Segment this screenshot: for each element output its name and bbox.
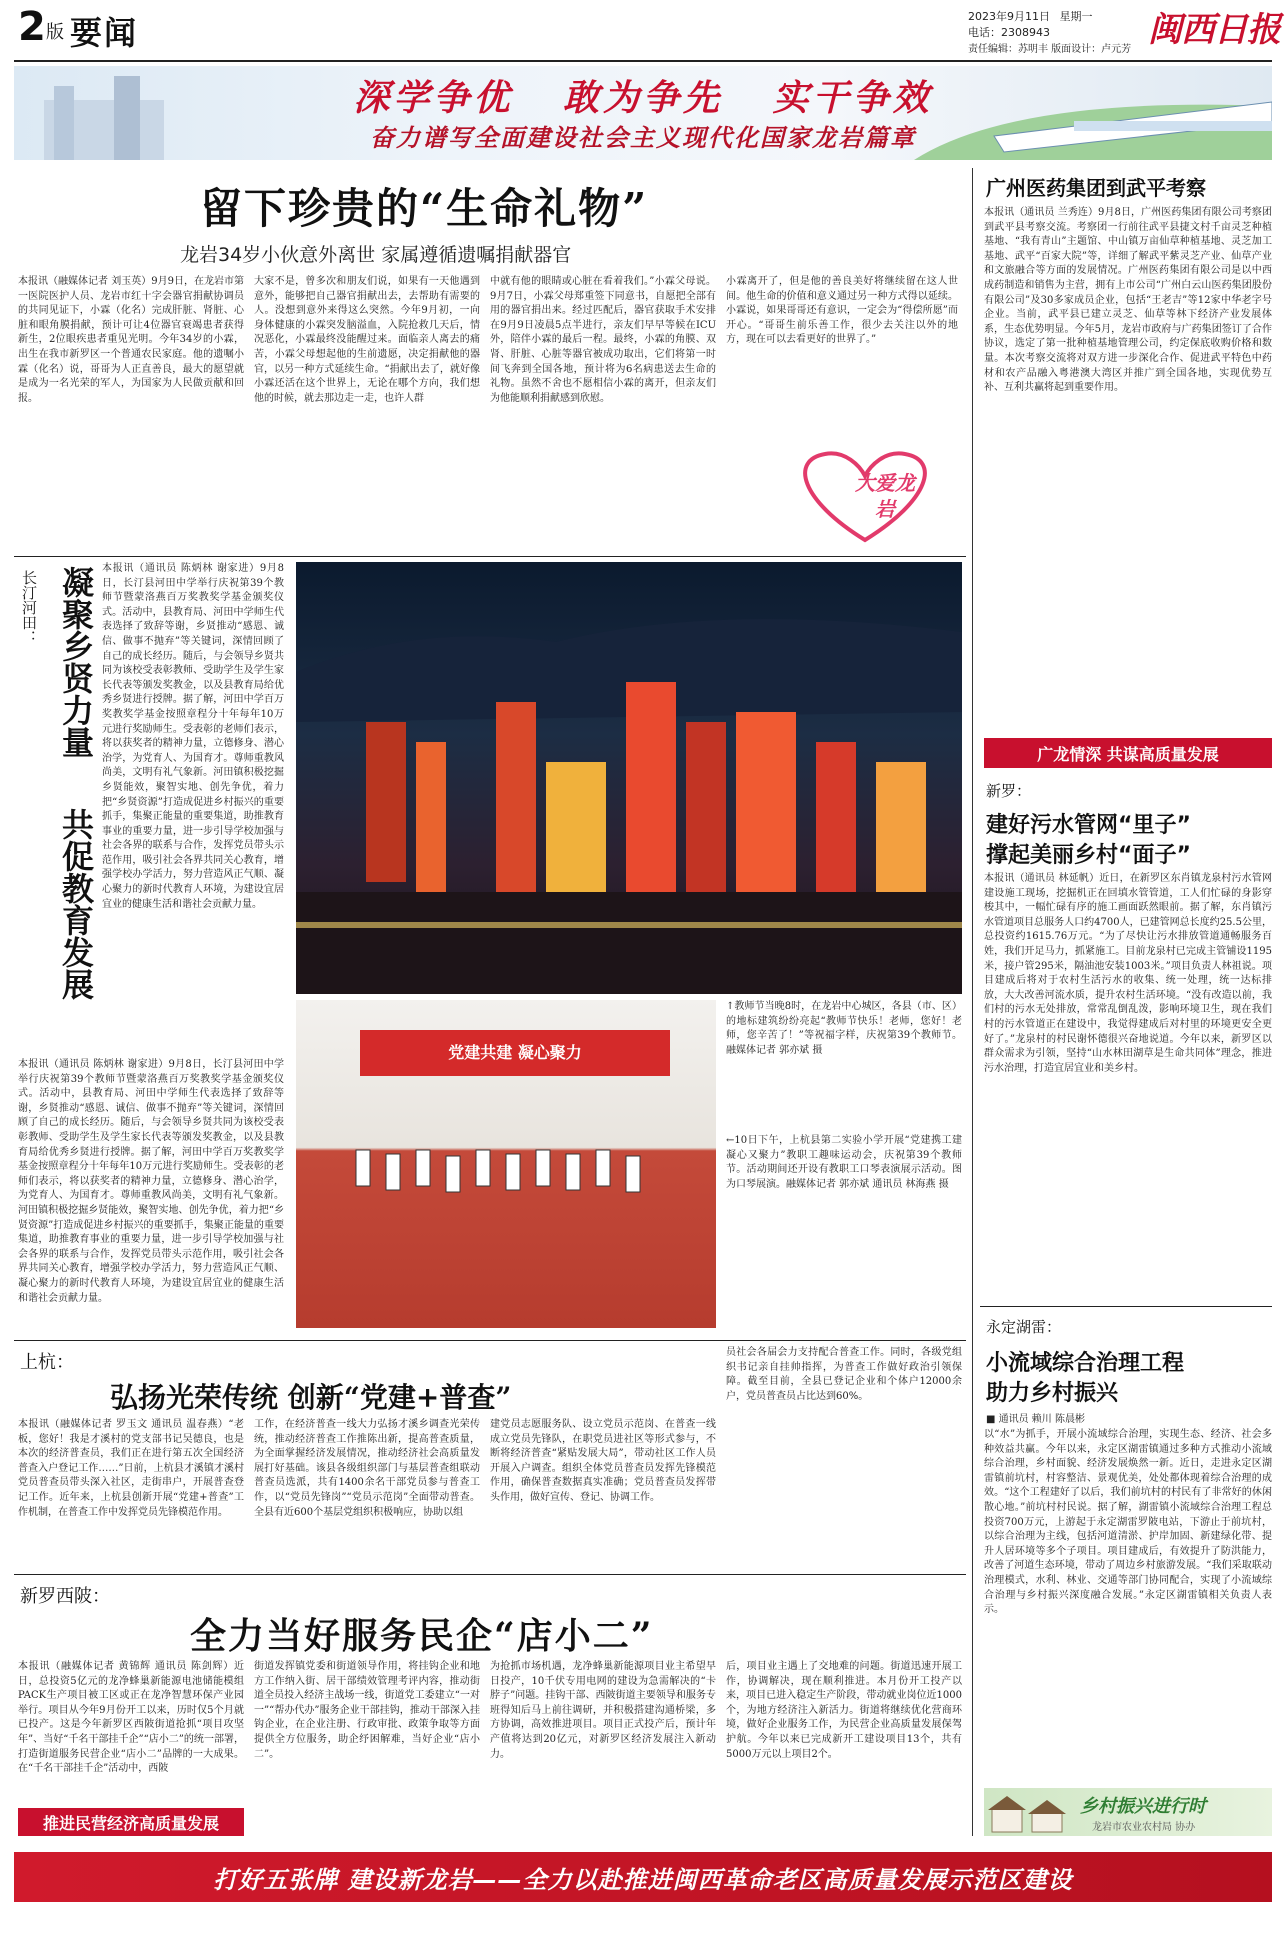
art2-place: 长汀河田： (20, 570, 38, 645)
header-phone: 电话：2308943 (968, 26, 1050, 39)
photo2-people-art (296, 1000, 716, 1328)
art4-place: 新罗西陂： (20, 1586, 110, 1607)
art7-title-b: 助力乡村振兴 (986, 1381, 1119, 1406)
art4-title: 全力当好服务民企“店小二” (190, 1615, 654, 1657)
art3-col3: 建党员志愿服务队、设立党员示范岗、在普查一线成立党员先锋队，在职党员进社区等形式参与，不断将经济普查“紧贴发展大局”，带动社区工作人员开展入户调查。组织全体党员普查员发挥先锋模范作用，确保普查数据真实准确；党员普查员发挥带头作用，做好宣传、登记、协调工作。 (490, 1419, 716, 1503)
art3-col4: 员社会各届会力支持配合普查工作。同时，各级党组织书记亲自挂帅指挥，为普查工作做好政治引领保障。截至目前，全县已登记企业和个体户12000余户，党员普查员占比达到60%。 (726, 1347, 962, 1402)
section-name: 要闻 (70, 14, 139, 52)
art7-body: 以“水”为抓手，开展小流域综合治理，实现生态、经济、社会多种效益共赢。今年以来，永定区湖雷镇通过多种方式推动小流域综合治理，乡村面貌、经济发展焕然一新。近日，走进永定区湖雷镇前坑村，村容整洁、景观优美，处处都体现着综合治理的成效。“这个工程建好了以后，我们前坑村的村民有了非常好的休闲散心地。”前坑村村民说。据了解，湖雷镇小流域综合治理工程总投资700万元，上游起于永定湖雷罗陂电站，下游止于前坑村，以综合治理为主线，包括河道清淤、护岸加固、新建绿化带、提升人居环境等多个子项目。项目建成后，有效提升了防洪能力，改善了河道生态环境，带动了周边乡村旅游发展。“我们采取联动治理模式，水利、林业、交通等部门协同配合，实现了小流域综合治理与乡村振兴深度融合发展。”永定区湖雷镇相关负责人表示。 (984, 1429, 1272, 1616)
art2-title-b: 共促教育发展 (57, 808, 95, 1000)
art3-title: 弘扬光荣传统 创新“党建+普查” (110, 1381, 512, 1414)
art1-col2: 大家不是，曾多次和朋友们说，如果有一天他遇到意外，能够把自己器官捐献出去，去帮助有需要的人。没想到意外来得这么突然。今年9月初，一向身体健康的小霖突发脑溢血，入院抢救几天后，情况恶化，小霖最终没能醒过来。面临亲人离去的痛苦，小霖父母想起他的生前遗愿，决定捐献他的器官，以另一种方式延续生命。“捐献出去了，就好像小霖还活在这个世界上，无论在哪个方向，我们想他的时候，就去那边走一走，也许人群 (254, 276, 480, 404)
tag-guanglong: 广龙情深 共谋高质量发展 (984, 738, 1272, 768)
village-icon (984, 1788, 1074, 1836)
top-banner (14, 66, 1272, 160)
art2-bottom-rule (14, 1340, 966, 1341)
city-skyline-art (296, 562, 962, 994)
promo-sub: 龙岩市农业农村局 协办 (1092, 1822, 1196, 1833)
heart-logo (780, 440, 950, 550)
art1-bottom-rule (14, 556, 966, 557)
night-city-photo (296, 562, 962, 994)
art4-col1: 本报讯（融媒体记者 黄锦辉 通讯员 陈剑辉）近日，总投资5亿元的龙净蜂巢新能源电池储能模组PACK生产项目被工区或正在龙净智慧环保产业园举行。项目从今年9月份开工以来，历时仅5个月就已投产。这是今年新罗区西陂街道抢抓“项目攻坚年”、当好“千名干部挂千企”“店小二”的统一部署，打造街道服务民营企业“店小二”品牌的一大成果。在“千名干部挂千企”活动中，西陂 (18, 1661, 244, 1775)
photo2-banner: 党建共建 凝心聚力 (360, 1030, 670, 1076)
art6-title-b: 撑起美丽乡村“面子” (986, 843, 1191, 868)
teachers-photo (296, 1000, 716, 1328)
header-rule (14, 60, 1272, 62)
art4-col4: 后，项目业主遇上了交地难的问题。街道迅速开展工作，协调解决，现在顺利推进。本月份开工投产以来，项目已进入稳定生产阶段，带动就业岗位近1000个，为地方经济注入新活力。街道将继续优化营商环境，做好企业服务工作，为民营企业高质量发展保驾护航。今年以来已完成新开工建设项目13个，共有5000万元以上项目2个。 (726, 1661, 962, 1760)
page-word: 版 (46, 22, 64, 43)
art1-col1: 本报讯（融媒体记者 刘玉英）9月9日，在龙岩市第一医院医护人员、龙岩市红十字会器官捐献协调员的共同见证下，小霖（化名）完成肝脏、肾脏、心脏和眼角膜捐献，预计可让4位器官衰竭患者获得新生，2位眼疾患者重见光明。今年34岁的小霖，出生在我市新罗区一个普通农民家庭。他的遗嘱小霖（化名）说，哥哥为人正直善良，最大的愿望就是成为一名光荣的军人，为国家为人民做贡献和回报。 (18, 276, 244, 404)
art6-body: 本报讯（通讯员 林延帆）近日，在新罗区东肖镇龙泉村污水管网建设施工现场，挖掘机正在回填水管管道，工人们忙碌的身影穿梭其中，一幅忙碌有序的施工画面跃然眼前。据了解，东肖镇污水管道项目总服务人口约4700人，已建管网总长度约25.5公里，总投资约1615.76万元。“为了尽快让污水排放管道通畅服务百姓，我们开足马力，抓紧施工。目前龙泉村已完成主管铺设1195米，接户管295米，隔油池安装1003米。”项目负责人林祖说。项目建成后将对于农村生活污水的收集、统一处理，统一达标排放，大大改善河流水质，提升农村生活环境。“没有改造以前，我们村的污水无处排放，常常乱倒乱泼，影响环境卫生，现在我们村的污水管道正在建设中，我觉得建成后对村里的环境更安全更好了。”龙泉村的村民谢怀德很兴奋地说道。今年以来，新罗区以群众需求为引领，坚持“山水林田湖草是生命共同体”理念，推进污水治理，打造宜居宜业和美乡村。 (984, 873, 1272, 1074)
art6-bottom-rule (980, 1306, 1272, 1307)
header-date (968, 8, 1093, 24)
art7-title-a: 小流域综合治理工程 (986, 1351, 1185, 1376)
footer-banner: 打好五张牌 建设新龙岩——全力以赴推进闽西革命老区高质量发展示范区建设 (14, 1852, 1272, 1902)
art2-title-a: 凝聚乡贤力量 (57, 566, 95, 758)
art1-title: 留下珍贵的“生命礼物” (200, 184, 649, 233)
date-text: 2023年9月11日 (968, 10, 1050, 23)
art3-bottom-rule (14, 1574, 966, 1575)
art3-place: 上杭： (20, 1352, 74, 1373)
art6-title-a: 建好污水管网“里子” (986, 813, 1191, 838)
art2-body-narrow: 本报讯（通讯员 陈炳林 谢家进）9月8日，长汀县河田中学举行庆祝第39个教师节暨蒙洛燕百万奖教奖学基金颁奖仪式。活动中，县教育局、河田中学师生代表选择了致辞等谢，乡贤推动“感恩、诚信、做事不抛弃”等关键词，深情回顾了自己的成长经历。随后，与会领导乡贤共同为该校受表彰教师、受助学生及学生家长代表等颁发奖教金，以及县教育局给优秀乡贤进行授牌。据了解，河田中学百万奖教奖学基金按照章程分十年每年10万元进行奖励师生。受表彰的老师们表示，将以获奖者的精神力量，立德修身、潜心治学，为党育人、为国育才。尊师重教风尚美，文明有礼气象新。河田镇积极挖掘乡贤能效，聚智实地、创先争优，着力把“乡贤资源”打造成促进乡村振兴的重要抓手，集聚正能量的重要集道，助推教育事业的重要力量，进一步引导学校加强与社会各界的联系与合作，发挥党员带头示范作用，吸引社会各界共同关心教育，增强学校办学活力，努力营造风正气顺、凝心聚力的新时代教育人环境，为建设宜居宜业的健康生活和谐社会贡献力量。 (102, 563, 284, 910)
art2-body-wide: 本报讯（通讯员 陈炳林 谢家进）9月8日，长汀县河田中学举行庆祝第39个教师节暨蒙洛燕百万奖教奖学基金颁奖仪式。活动中，县教育局、河田中学师生代表选择了致辞等谢，乡贤推动“感恩、诚信、做事不抛弃”等关键词，深情回顾了自己的成长经历。随后，与会领导乡贤共同为该校受表彰教师、受助学生及学生家长代表等颁发奖教金，以及县教育局给优秀乡贤进行授牌。据了解，河田中学百万奖教奖学基金按照章程分十年每年10万元进行奖励师生。受表彰的老师们表示，将以获奖者的精神力量，立德修身、潜心治学，为党育人、为国育才。尊师重教风尚美，文明有礼气象新。河田镇积极挖掘乡贤能效，聚智实地、创先争优，着力把“乡贤资源”打造成促进乡村振兴的重要抓手，集聚正能量的重要集道，助推教育事业的重要力量，进一步引导学校加强与社会各界的联系与合作，发挥党员带头示范作用，吸引社会各界共同关心教育，增强学校办学活力，努力营造风正气顺、凝心聚力的新时代教育人环境，为建设宜居宜业的健康生活和谐社会贡献力量。 (18, 1059, 284, 1304)
promo-title: 乡村振兴进行时 (1080, 1796, 1206, 1817)
art4-col2: 街道发挥镇党委和街道领导作用，将挂钩企业和地方工作纳入街、居干部绩效管理考评内容，推动街道全员投入经济主战场一线，街道党工委建立“一对一”“帮办代办”服务企业干部挂钩，推动干部深入挂钩企业，在企业注册、行政审批、政策争取等方面提供全方位服务，助企纾困解难，当好企业“店小二”。 (254, 1661, 480, 1760)
page-number: 2 (18, 4, 46, 50)
art7-place: 永定湖雷： (986, 1318, 1062, 1336)
art1-subtitle: 龙岩34岁小伙意外离世 家属遵循遗嘱捐献器官 (180, 244, 572, 266)
rural-promo (984, 1788, 1272, 1836)
art1-col4: 小霖离开了，但是他的善良美好将继续留在这人世间。他生命的价值和意义通过另一种方式得以延续。小霖说，如果哥哥还有意识，一定会为“得偿所愿”而开心。“哥哥生前乐善工作，很少去关注以外的地方，现在可以去看更好的世界了。” (726, 276, 958, 346)
art6-place: 新罗： (986, 782, 1032, 800)
tag-private-economy: 推进民营经济高质量发展 (18, 1808, 244, 1836)
art5-body: 本报讯（通讯员 兰秀连）9月8日，广州医药集团有限公司考察团到武平县考察交流。考察团一行前往武平县捷文村千亩灵芝种植基地、“我有青山”主题馆、中山镇万亩仙草种植基地、灵芝加工基地、武平“百家大院”等，详细了解武平紫灵芝产业、仙草产业和文旅融合等方面的发展情况。广州医药集团有限公司是以中西成药制造和销售为主营，拥有上市公司“广州白云山医药集团股份有限公司”及30多家成员企业，包括“王老吉”等12家中华老字号企业。当前，武平县已建立灵芝、仙草等林下经济产业发展体系，生态优势明显。今年5月，龙岩市政府与广药集团签订了合作协议，选定了第一批种植基地管理公司，约定保底收购价格和数量。本次考察交流将对双方进一步深化合作、促进武平特色中药材和农产品融入粤港澳大湾区并推广到全国各地，实现优势互补、互利共赢将起到重要作用。 (984, 207, 1272, 394)
banner-line1: 深学争优 敢为争先 实干争效 (353, 77, 933, 119)
column-divider (972, 168, 973, 1836)
photo1-caption: ↑教师节当晚8时，在龙岩中心城区，各县（市、区）的地标建筑纷纷亮起“教师节快乐！老师，您好！老师，您辛苦了！”等祝福字样，庆祝第39个教师节。融媒体记者 郭亦斌 摄 (726, 1001, 962, 1056)
art1-col3: 中就有他的眼睛或心脏在看着我们。”小霖父母说。9月7日，小霖父母郑重签下同意书，自愿把全部有用的器官捐出来。经过匹配后，器官获取手术安排在9月9日凌晨5点半进行，亲友们早早等候在ICU外，陪伴小霖的最后一程。最终，小霖的角膜、双肾、肝脏、心脏等器官被成功取出，它们将第一时间飞奔到全国各地，预计将为6名病患送去生命的礼物。虽然不舍也不愿相信小霖的离开，但亲友们为他能顺利捐献感到欣慰。 (490, 276, 716, 404)
heart-logo-text: 大爱龙岩 (855, 471, 915, 521)
art7-byline: ■ 通讯员 赖川 陈晨彬 (986, 1414, 1085, 1425)
art3-col1: 本报讯（融媒体记者 罗玉文 通讯员 温春燕）“老板，您好！我是才溪村的党支部书记吴德良，也是本次的经济普查员，我们正在进行第五次全国经济普查入户登记工作……”日前，上杭县才溪镇才溪村党员普查员带头深入社区，走街串户，开展普查登记工作。近年来，上杭县创新开展“党建+普查”工作机制，在普查工作中发挥党员先锋模范作用。 (18, 1419, 244, 1518)
art3-col2: 工作，在经济普查一线大力弘扬才溪乡调查光荣传统，推动经济普查工作推陈出新，提高普查质量，为全面掌握经济发展情况，推动经济社会高质量发展打好基础。该县各级组织部门与基层普查组联动普查员选派，共有1400余名干部党员参与普查工作，以“党员先锋岗”“党员示范岗”全面带动普查。全县有近600个基层党组织积极响应，协助以组 (254, 1419, 480, 1518)
art4-col3: 为抢抓市场机遇，龙净蜂巢新能源项目业主希望早日投产，10千伏专用电网的建设为急需解决的“卡脖子”问题。挂钩干部、西陂街道主要领导和服务专班得知后马上前往调研，并积极搭建沟通桥梁，多方协调，高效推进项目。项目正式投产后，预计年产值将达到20亿元，对新罗区经济发展注入新动力。 (490, 1661, 716, 1760)
page-header (0, 0, 1286, 58)
masthead-logo: 闽西日报 (1148, 10, 1280, 50)
header-editors: 责任编辑：苏明丰 版面设计：卢元芳 (968, 44, 1132, 55)
art5-title: 广州医药集团到武平考察 (986, 176, 1206, 200)
weekday-text: 星期一 (1059, 10, 1093, 23)
photo2-caption: ←10日下午，上杭县第二实验小学开展“党建携工建 凝心又聚力”教职工趣味运动会，庆祝第39个教师节。活动期间还开设有教职工口琴表演展示活动。图为口琴展演。融媒体记者 郭亦斌 通讯员 林海燕 摄 (726, 1135, 962, 1190)
banner-line2: 奋力谱写全面建设社会主义现代化国家龙岩篇章 (370, 123, 916, 152)
